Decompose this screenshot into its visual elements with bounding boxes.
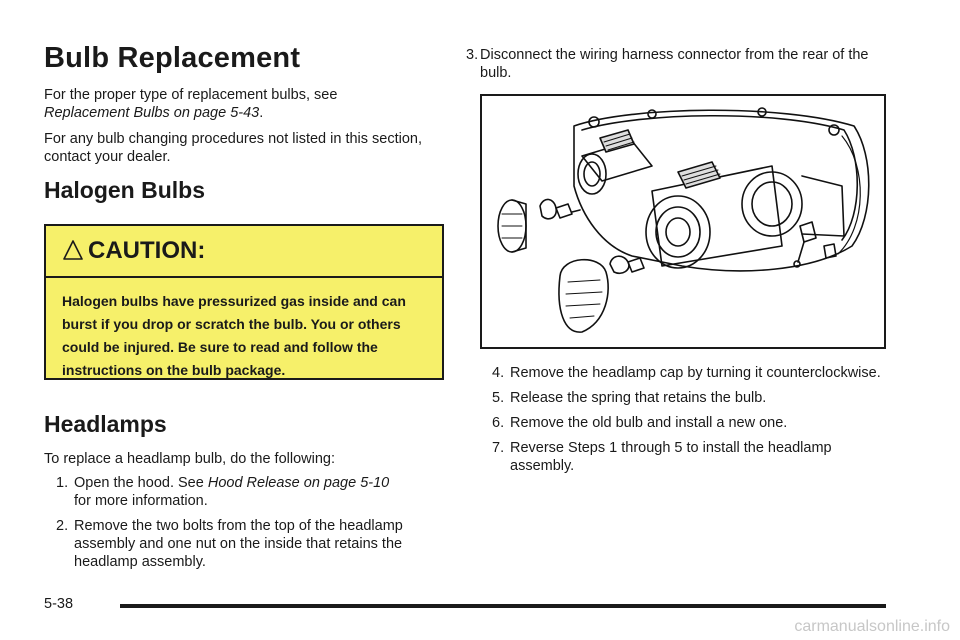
- step-item: [480, 389, 886, 407]
- step-item: [480, 439, 886, 475]
- step-3-list: [450, 46, 886, 82]
- step-number: 3.: [466, 47, 479, 63]
- step-number: 4.: [492, 365, 505, 381]
- intro-period: .: [259, 105, 264, 121]
- intro-paragraph-1: [44, 86, 448, 122]
- caution-box: [44, 224, 444, 380]
- intro-paragraph-2: For any bulb changing procedures not listed in this section, contact your dealer.: [44, 131, 423, 165]
- step-text: Remove the headlamp cap by turning it counterclockwise.: [510, 365, 881, 381]
- caution-text: Halogen bulbs have pressurized gas inside and can burst if you drop or scratch the bulb. You or others could be injured. Be sure to read and follow the instructions on the bulb package.: [62, 293, 406, 378]
- footer-rule: [120, 604, 886, 608]
- hood-release-link[interactable]: Hood Release on page 5-10: [207, 475, 390, 491]
- headlamps-steps-left: [44, 474, 448, 571]
- headlamp-assembly-illustration: [480, 94, 886, 349]
- step-item: [480, 414, 886, 432]
- step-number: 1.: [56, 475, 69, 491]
- headlamps-content: [44, 450, 448, 578]
- caution-title: CAUTION:: [88, 237, 206, 264]
- step-item: [44, 474, 448, 510]
- step-text: Open the hood. See: [74, 475, 204, 491]
- caution-warning-icon: [62, 239, 84, 263]
- intro-text: For the proper type of replacement bulbs, see: [44, 87, 338, 103]
- step-item: [450, 46, 886, 82]
- step-text: Remove the old bulb and install a new one.: [510, 415, 788, 431]
- headlamp-diagram: [482, 96, 884, 347]
- step-text: Reverse Steps 1 through 5 to install the headlamp assembly.: [510, 440, 832, 474]
- step-number: 2.: [56, 518, 69, 534]
- step-item: [44, 517, 448, 571]
- step-text-end: for more information.: [74, 493, 208, 509]
- steps-4-to-7: [480, 364, 886, 482]
- watermark: carmanualsonline.info: [794, 618, 950, 635]
- page-number: 5-38: [44, 596, 74, 612]
- step-text: Remove the two bolts from the top of the headlamp assembly and one nut on the inside that retains the headlamp assembly.: [74, 518, 403, 570]
- step-number: 7.: [492, 440, 505, 456]
- page-title: Bulb Replacement: [44, 42, 301, 74]
- right-column: [466, 46, 886, 474]
- step-number: 6.: [492, 415, 505, 431]
- left-column: [44, 40, 448, 570]
- replacement-bulbs-link[interactable]: Replacement Bulbs on page 5-43: [44, 105, 260, 121]
- halogen-bulbs-heading: Halogen Bulbs: [44, 177, 206, 203]
- headlamps-intro: To replace a headlamp bulb, do the following:: [44, 451, 335, 467]
- headlamps-heading: Headlamps: [44, 411, 167, 437]
- step-text: Release the spring that retains the bulb.: [510, 390, 767, 406]
- step-text: Disconnect the wiring harness connector from the rear of the bulb.: [480, 47, 869, 81]
- caution-header: [46, 226, 442, 278]
- step-number: 5.: [492, 390, 505, 406]
- step-item: [480, 364, 886, 382]
